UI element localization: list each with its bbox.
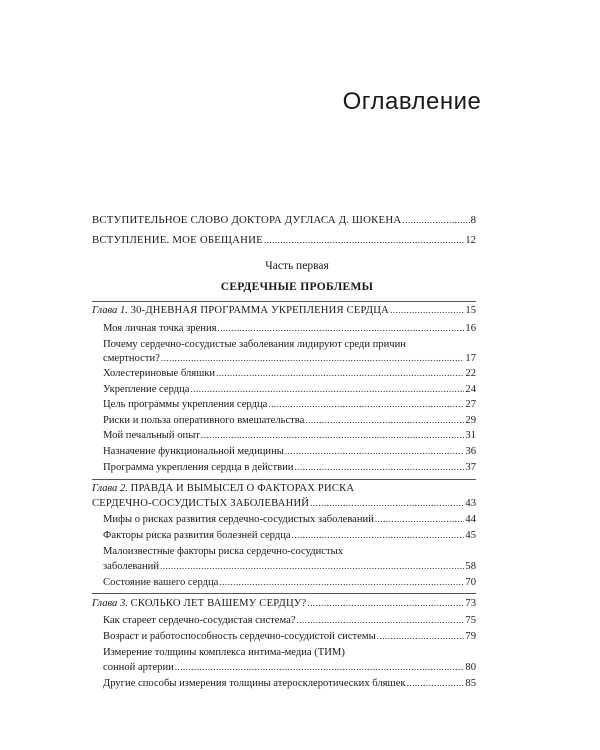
toc-entry-page: 36	[465, 446, 476, 457]
chapter-divider	[92, 301, 476, 302]
toc-entry-page: 58	[465, 561, 476, 572]
chapter-title: СЕРДЕЧНО-СОСУДИСТЫХ ЗАБОЛЕВАНИЙ	[92, 498, 310, 509]
toc-entry-page: 75	[465, 615, 476, 626]
toc-leader-dots	[402, 214, 469, 227]
toc-leader-dots	[264, 234, 464, 247]
toc-entry-page: 16	[465, 323, 476, 334]
toc-entry-page: 24	[465, 384, 476, 395]
section-title: Укрепление сердца	[103, 384, 190, 395]
section-title-line[interactable]: Малоизвестные факторы риска сердечно-сосудистых	[103, 546, 344, 557]
section-title-line[interactable]: Измерение толщины комплекса интима-медиа (ТИМ)	[103, 647, 345, 658]
toc-leader-dots	[160, 560, 464, 573]
part-title: СЕРДЕЧНЫЕ ПРОБЛЕМЫ	[220, 281, 374, 293]
chapter-number: Глава 2.	[92, 483, 128, 494]
section-entry[interactable]	[103, 414, 476, 427]
section-entry[interactable]	[103, 429, 476, 442]
toc-entry-page: 85	[465, 678, 476, 689]
toc-entry-text: ВСТУПЛЕНИЕ. МОЕ ОБЕЩАНИЕ	[92, 234, 263, 246]
toc-leader-dots	[285, 445, 465, 458]
toc-leader-dots	[218, 322, 465, 335]
chapter-title: ПРАВДА И ВЫМЫСЕЛ О ФАКТОРАХ РИСКА	[130, 483, 355, 494]
chapter-2-title-line[interactable]	[92, 482, 354, 495]
section-entry[interactable]	[103, 383, 476, 396]
section-entry[interactable]	[103, 560, 476, 573]
section-entry[interactable]	[103, 677, 476, 690]
chapter-divider	[92, 479, 476, 480]
section-entry[interactable]	[103, 513, 476, 526]
toc-leader-dots	[175, 661, 465, 674]
toc-entry-page: 12	[465, 234, 476, 246]
section-title: Холестериновые бляшки	[103, 368, 216, 379]
toc-leader-dots	[377, 630, 465, 643]
section-title: Факторы риска развития болезней сердца	[103, 530, 291, 541]
section-entry[interactable]	[103, 576, 476, 589]
section-title: Моя личная точка зрения	[103, 323, 217, 334]
toc-entry-page: 43	[465, 498, 476, 509]
section-title: Другие способы измерения толщины атеросклеротических бляшек	[103, 678, 406, 689]
toc-entry-page: 8	[470, 214, 476, 226]
toc-entry-page: 45	[465, 530, 476, 541]
toc-entry-page: 80	[465, 662, 476, 673]
section-entry[interactable]	[103, 445, 476, 458]
toc-leader-dots	[297, 614, 465, 627]
section-entry[interactable]	[103, 398, 476, 411]
toc-entry-foreword[interactable]	[92, 214, 476, 227]
toc-leader-dots	[292, 529, 465, 542]
section-title-line[interactable]: Почему сердечно-сосудистые заболевания лидируют среди причин	[103, 339, 406, 350]
section-title: Как стареет сердечно-сосудистая система?	[103, 615, 296, 626]
toc-entry-page: 44	[465, 514, 476, 525]
toc-leader-dots	[216, 367, 464, 380]
section-title: сонной артерии	[103, 662, 174, 673]
section-title: Мой печальный опыт	[103, 430, 200, 441]
toc-leader-dots	[310, 497, 464, 510]
toc-leader-dots	[268, 398, 464, 411]
chapter-divider	[92, 593, 476, 594]
toc-entry-page: 37	[465, 462, 476, 473]
chapter-2-entry[interactable]	[92, 497, 476, 510]
section-entry[interactable]	[103, 529, 476, 542]
toc-leader-dots	[407, 677, 465, 690]
section-entry[interactable]	[103, 614, 476, 627]
toc-entry-page: 70	[465, 577, 476, 588]
toc-entry-page: 73	[465, 598, 476, 609]
page-title: Оглавление	[342, 88, 482, 115]
section-title: Цель программы укрепления сердца	[103, 399, 268, 410]
toc-entry-page: 17	[465, 353, 476, 364]
toc-leader-dots	[307, 597, 464, 610]
chapter-title: СКОЛЬКО ЛЕТ ВАШЕМУ СЕРДЦУ?	[130, 598, 307, 609]
section-title: Состояние вашего сердца	[103, 577, 219, 588]
toc-leader-dots	[305, 414, 464, 427]
toc-leader-dots	[161, 352, 465, 365]
section-entry[interactable]	[103, 461, 476, 474]
toc-entry-page: 27	[465, 399, 476, 410]
toc-entry-text: ВСТУПИТЕЛЬНОЕ СЛОВО ДОКТОРА ДУГЛАСА Д. ШОКЕНА	[92, 214, 402, 226]
chapter-number: Глава 3.	[92, 598, 128, 609]
section-title: Мифы о рисках развития сердечно-сосудистых заболеваний	[103, 514, 374, 525]
section-title: Возраст и работоспособность сердечно-сосудистой системы	[103, 631, 376, 642]
section-title: Риски и польза оперативного вмешательства	[103, 415, 305, 426]
toc-entry-page: 31	[465, 430, 476, 441]
section-title: заболеваний	[103, 561, 159, 572]
section-entry[interactable]	[103, 661, 476, 674]
toc-leader-dots	[294, 461, 464, 474]
section-entry[interactable]	[103, 630, 476, 643]
section-title: смертности?	[103, 353, 160, 364]
section-entry[interactable]	[103, 367, 476, 380]
toc-leader-dots	[390, 304, 464, 317]
toc-entry-introduction[interactable]	[92, 234, 476, 247]
toc-entry-page: 22	[465, 368, 476, 379]
toc-entry-page: 79	[465, 631, 476, 642]
toc-entry-page: 29	[465, 415, 476, 426]
section-entry[interactable]	[103, 322, 476, 335]
toc-leader-dots	[375, 513, 465, 526]
chapter-3-entry[interactable]	[92, 597, 476, 610]
chapter-title: 30-ДНЕВНАЯ ПРОГРАММА УКРЕПЛЕНИЯ СЕРДЦА	[130, 305, 389, 316]
chapter-number: Глава 1.	[92, 305, 128, 316]
section-title: Назначение функциональной медицины	[103, 446, 284, 457]
toc-leader-dots	[191, 383, 465, 396]
section-title: Программа укрепления сердца в действии	[103, 462, 294, 473]
toc-entry-page: 15	[465, 305, 476, 316]
chapter-1-entry[interactable]	[92, 304, 476, 317]
part-label: Часть первая	[265, 260, 329, 272]
toc-leader-dots	[219, 576, 464, 589]
toc-leader-dots	[201, 429, 464, 442]
section-entry[interactable]	[103, 352, 476, 365]
